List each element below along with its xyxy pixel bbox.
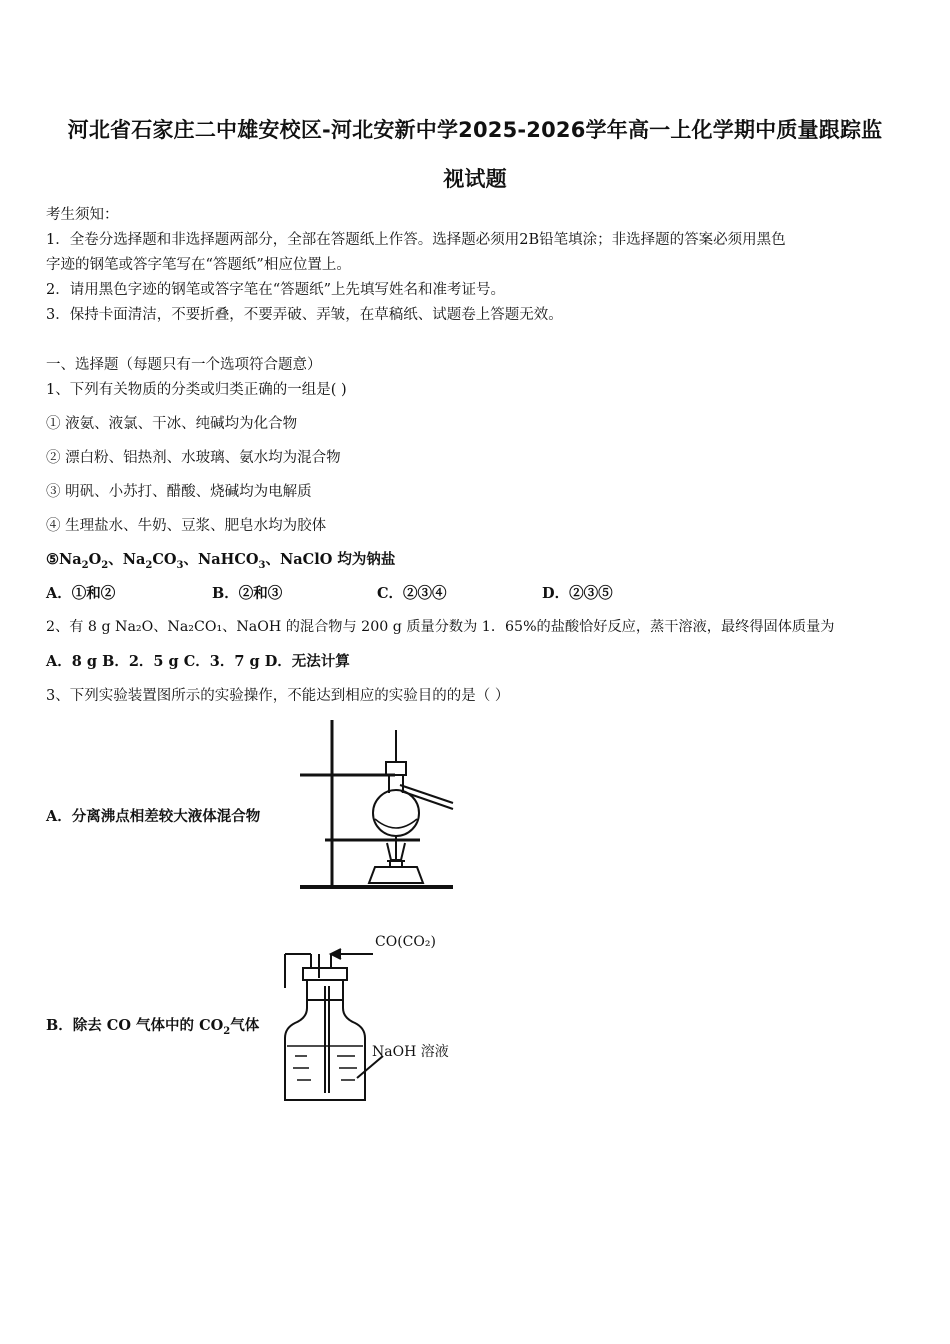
gas-label: CO(CO₂) xyxy=(375,934,436,950)
question-1-statement-2: ② 漂白粉、铝热剂、水玻璃、氨水均为混合物 xyxy=(46,450,341,466)
question-3-stem: 3、下列实验装置图所示的实验操作，不能达到相应的实验目的的是（ ） xyxy=(46,688,510,704)
notice-item-1b: 字迹的钢笔或答字笔写在“答题纸”相应位置上。 xyxy=(46,257,351,273)
question-1-option-b: B．②和③ xyxy=(212,585,283,602)
document-title-line-1: 河北省石家庄二中雄安校区-河北安新中学2025-2026学年高一上化学期中质量跟踪监 xyxy=(67,118,883,142)
section-heading: 一、选择题（每题只有一个选项符合题意） xyxy=(46,357,322,373)
notice-item-2: 2．请用黑色字迹的钢笔或答字笔在“答题纸”上先填写姓名和准考证号。 xyxy=(46,282,506,298)
distillation-apparatus-figure xyxy=(295,715,460,895)
question-1-stem: 1、下列有关物质的分类或归类正确的一组是( ) xyxy=(46,382,347,398)
notice-heading: 考生须知： xyxy=(46,207,119,223)
question-1-option-a: A．①和② xyxy=(46,585,116,602)
notice-item-1a: 1．全卷分选择题和非选择题两部分，全部在答题纸上作答。选择题必须用2B铅笔填涂；非选择题的答案必须用黑色 xyxy=(46,232,786,248)
question-1-statement-1: ① 液氨、液氯、干冰、纯碱均为化合物 xyxy=(46,416,298,432)
question-2-stem: 2、有 8 g Na₂O、Na₂CO₁、NaOH 的混合物与 200 g 质量分数为 1．65%的盐酸恰好反应，蒸干溶液，最终得固体质量为 xyxy=(46,619,835,635)
question-1-option-c: C．②③④ xyxy=(377,585,447,602)
question-1-statement-4: ④ 生理盐水、牛奶、豆浆、肥皂水均为胶体 xyxy=(46,518,327,534)
gas-washing-bottle-figure xyxy=(275,928,475,1106)
question-1-statement-3: ③ 明矾、小苏打、醋酸、烧碱均为电解质 xyxy=(46,484,312,500)
notice-item-3: 3．保持卡面清洁，不要折叠，不要弄破、弄皱，在草稿纸、试题卷上答题无效。 xyxy=(46,307,563,323)
document-title-line-2: 视试题 xyxy=(443,167,507,191)
question-1-statement-5: $⑤Na_2O_2$、$Na_2CO_3$、NaHCO$_3$、NaClO 均为钠盐 xyxy=(46,551,396,571)
solution-label: NaOH 溶液 xyxy=(372,1044,449,1060)
question-2-options: A．8 g B．2．5 g C．3．7 g D．无法计算 xyxy=(46,653,350,670)
question-3-option-a: A．分离沸点相差较大液体混合物 xyxy=(46,808,261,825)
question-1-option-d: D．②③⑤ xyxy=(542,585,613,602)
question-3-option-b: B．除去 CO 气体中的 $CO_2$气体 xyxy=(46,1017,260,1037)
